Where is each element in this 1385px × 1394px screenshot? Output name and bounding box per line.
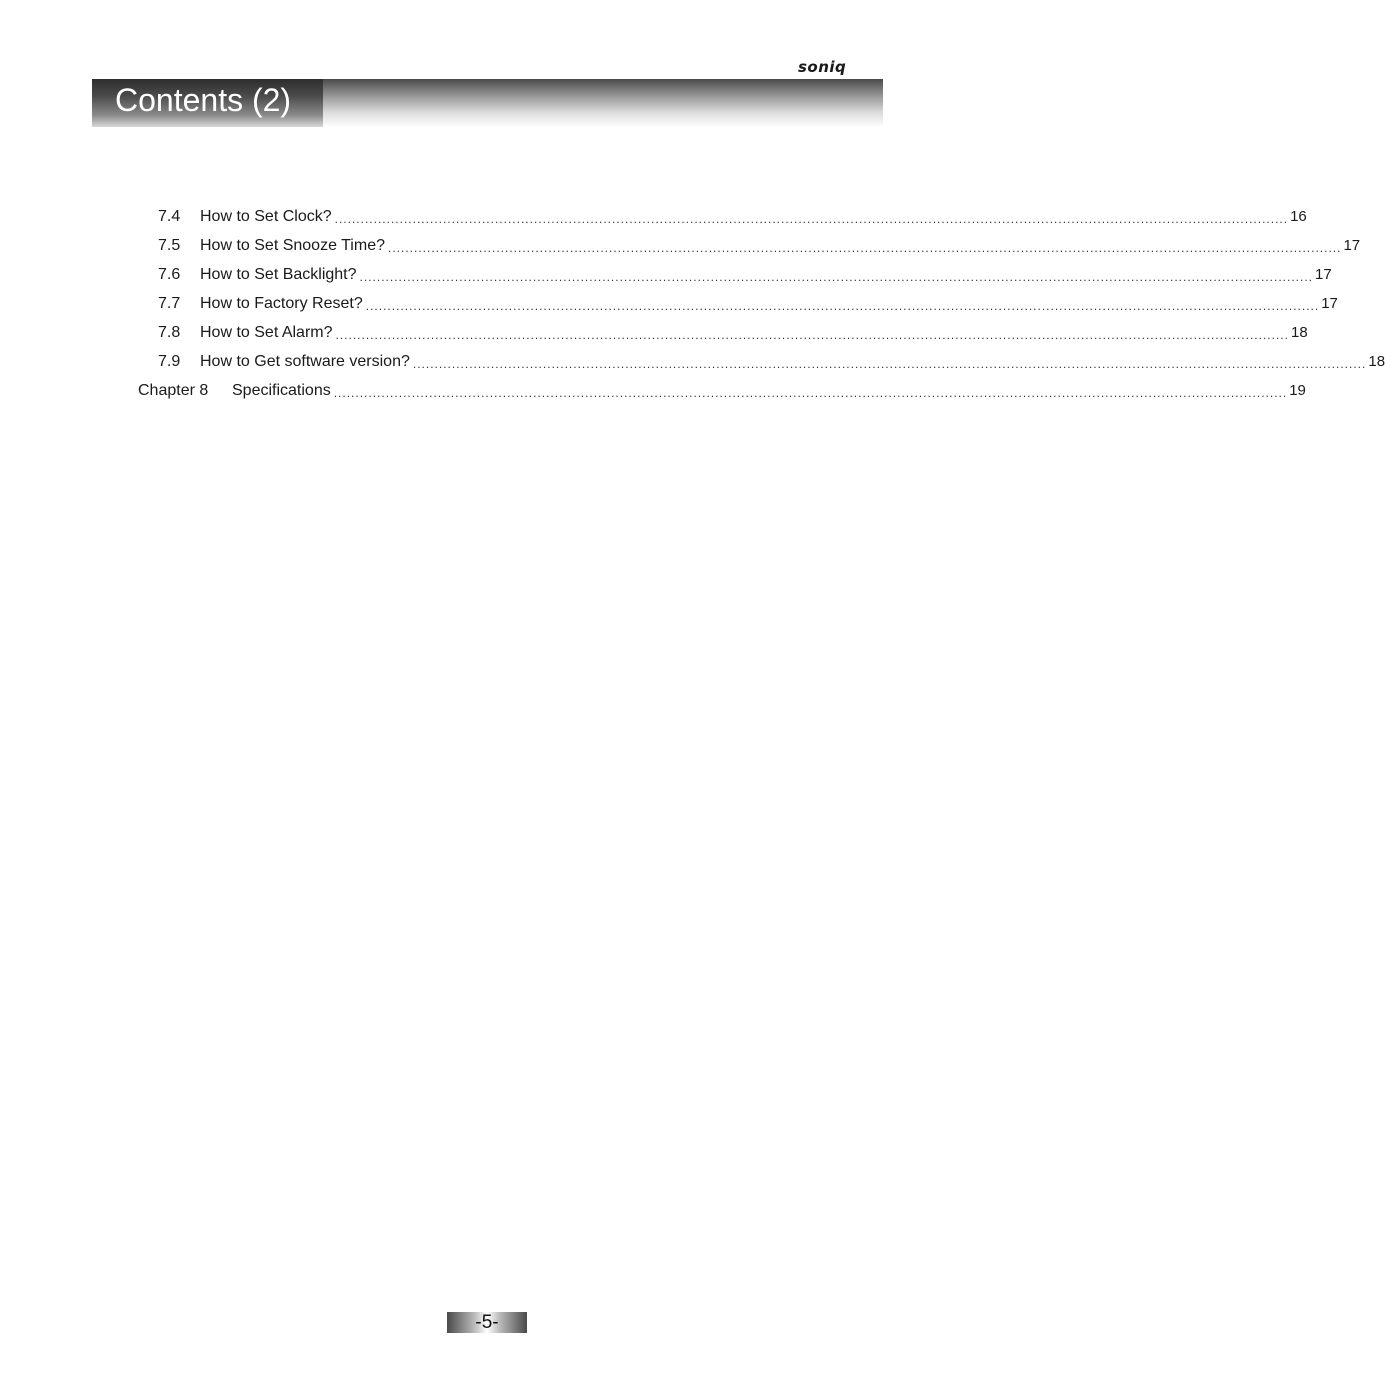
toc-entry-number: 7.8 xyxy=(158,324,181,341)
brand-logo: soniq xyxy=(798,58,847,76)
toc-entry-number: 7.9 xyxy=(158,353,181,370)
table-of-contents xyxy=(138,198,1385,401)
toc-entry-title: How to Get software version? xyxy=(200,353,410,370)
footer-page-badge xyxy=(447,1312,527,1333)
toc-dot-leader: ............................................................................................................................................................................................................................ xyxy=(387,241,1342,255)
toc-entry-page: 18 xyxy=(1368,353,1385,370)
toc-dot-leader: ............................................................................................................................................................................................................................ xyxy=(334,212,1289,226)
toc-entry-page: 17 xyxy=(1321,295,1338,312)
toc-entry-title: How to Factory Reset? xyxy=(200,295,363,312)
toc-entry-title: How to Set Clock? xyxy=(200,208,332,225)
toc-dot-leader: ............................................................................................................................................................................................................................ xyxy=(412,357,1367,371)
toc-entry-chapter[interactable] xyxy=(138,372,1306,401)
toc-dot-leader: ............................................................................................................................................................................................................................ xyxy=(359,270,1314,284)
toc-entry-title: How to Set Backlight? xyxy=(200,266,357,283)
page-number: -5- xyxy=(475,1312,499,1333)
toc-entry-page: 19 xyxy=(1289,382,1306,399)
toc-dot-leader: ............................................................................................................................................................................................................................ xyxy=(333,386,1288,400)
toc-chapter-number: Chapter 8 xyxy=(138,382,209,399)
toc-entry-page: 17 xyxy=(1315,266,1332,283)
toc-entry-page: 17 xyxy=(1343,237,1361,254)
toc-entry[interactable] xyxy=(138,198,1307,227)
toc-dot-leader: ............................................................................................................................................................................................................................ xyxy=(335,328,1289,342)
toc-entry-title: How to Set Alarm? xyxy=(200,324,333,341)
page-title: Contents (2) xyxy=(115,82,292,118)
toc-entry-title: Specifications xyxy=(232,382,331,399)
toc-entry[interactable] xyxy=(138,285,1338,314)
toc-entry-page: 16 xyxy=(1290,208,1307,225)
toc-entry-number: 7.6 xyxy=(158,266,181,283)
toc-entry-number: 7.4 xyxy=(158,208,181,225)
toc-entry-title: How to Set Snooze Time? xyxy=(200,237,385,254)
toc-dot-leader: ............................................................................................................................................................................................................................ xyxy=(365,299,1320,313)
toc-entry-number: 7.7 xyxy=(158,295,181,312)
toc-entry[interactable] xyxy=(138,256,1332,285)
toc-entry-page: 18 xyxy=(1290,324,1308,341)
toc-entry[interactable] xyxy=(138,227,1361,256)
toc-entry[interactable] xyxy=(138,343,1385,372)
toc-entry[interactable] xyxy=(138,314,1308,343)
toc-entry-number: 7.5 xyxy=(158,237,181,254)
